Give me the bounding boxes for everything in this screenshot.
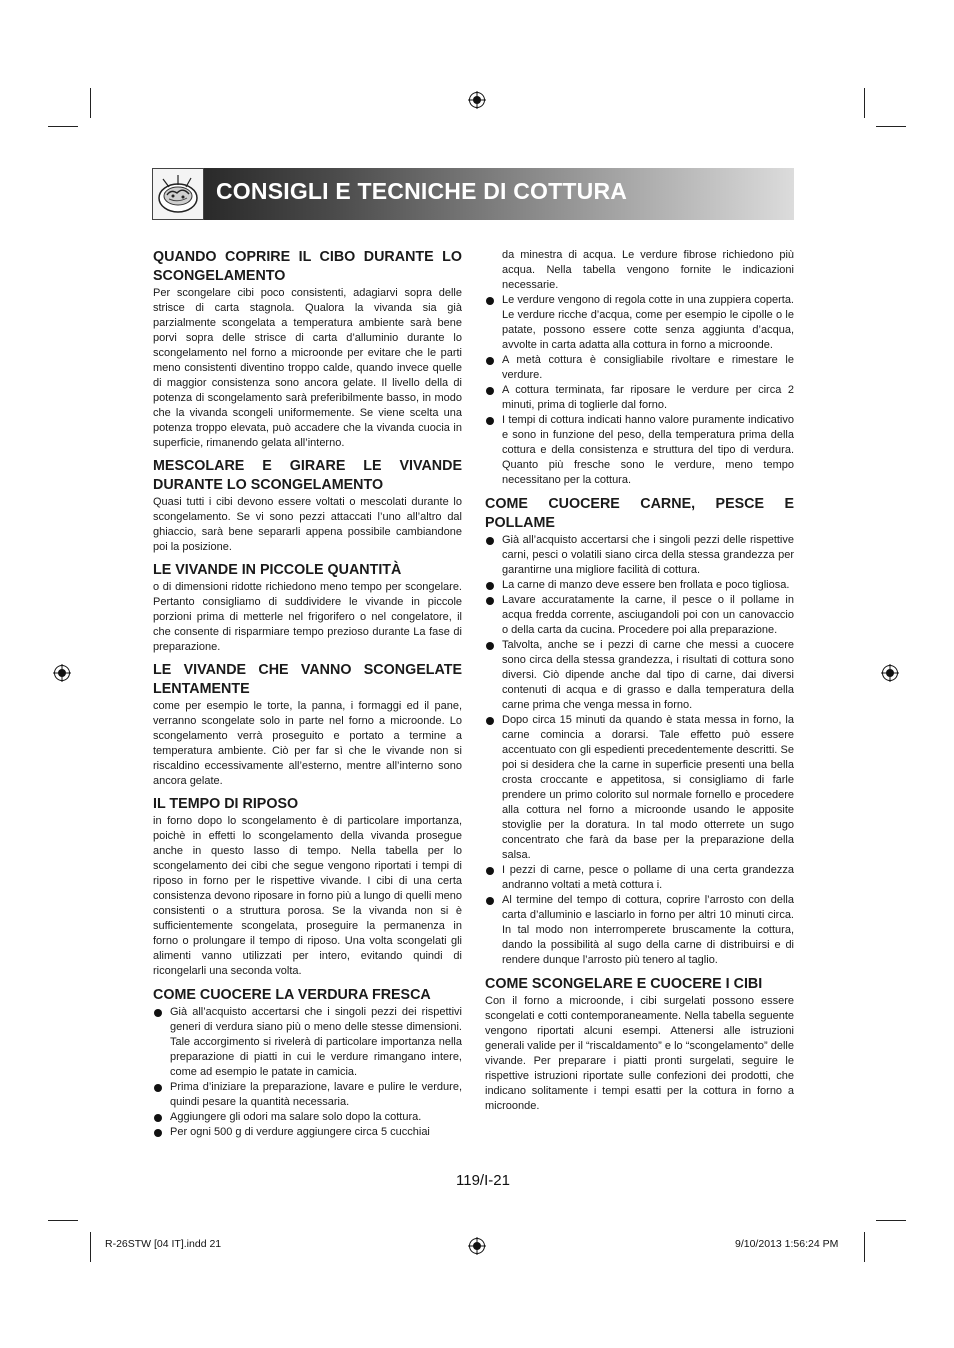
crop-mark: [876, 1220, 906, 1221]
section-heading: LE VIVANDE IN PICCOLE QUANTITÀ: [153, 562, 402, 578]
list-item: Lavare accuratamente la carne, il pesce o il pollame in acqua fredda corrente, asciugandoli poi con un canovaccio o della carta da cucina. Procedere poi alla preparazione.: [485, 593, 794, 638]
crop-mark: [876, 126, 906, 127]
bullet-icon: [486, 867, 494, 875]
crop-mark: [864, 88, 865, 118]
section-text: o di dimensioni ridotte richiedono meno tempo per scongelare. Pertanto consigliamo di suddividere le vivande in piccole porzioni prima di metterle nel frigorifero o nel congelatore, il che consente di risparmiare tempo prezioso durante La fase di preparazione.: [153, 581, 462, 653]
section-text: Quasi tutti i cibi devono essere voltati o mescolati durante lo scongelamento. Se vi sono pezzi attaccati l’uno all’altro dal ghiaccio, sarà bene separarli appena possibile cambiandone poi la posizione.: [153, 496, 462, 553]
bullet-icon: [154, 1009, 162, 1017]
list-item-continuation: da minestra di acqua. Le verdure fibrose richiedono più acqua. Nella tabella vengono fornite le indicazioni necessarie.: [502, 249, 794, 291]
bullet-list: [485, 533, 794, 968]
bullet-icon: [154, 1084, 162, 1092]
bullet-icon: [486, 387, 494, 395]
list-item: La carne di manzo deve essere ben frollata e poco tigliosa.: [485, 578, 794, 593]
section-heading: QUANDO COPRIRE IL CIBO DURANTE LO SCONGELAMENTO: [153, 249, 462, 284]
registration-mark-icon: [881, 664, 899, 682]
list-item: Al termine del tempo di cottura, coprire l’arrosto con della carta d’alluminio e lasciarlo in forno per altri 10 minuti circa. In tal modo non interromperete bruscamente la cottura, dando la possibilità al sugo della carne di distribuirsi e di rendere dunque l’arrosto più tenero al taglio.: [485, 893, 794, 968]
crop-mark: [864, 1232, 865, 1262]
crop-mark: [90, 1232, 91, 1262]
list-item: A metà cottura è consigliabile rivoltare e rimestare le verdure.: [485, 353, 794, 383]
section-heading: MESCOLARE E GIRARE LE VIVANDE DURANTE LO SCONGELAMENTO: [153, 458, 462, 493]
registration-mark-icon: [468, 1237, 486, 1255]
crop-mark: [48, 126, 78, 127]
bullet-icon: [486, 537, 494, 545]
bullet-icon: [486, 357, 494, 365]
crop-mark: [48, 1220, 78, 1221]
bullet-icon: [486, 417, 494, 425]
list-item: Prima d’iniziare la preparazione, lavare e pulire le verdure, quindi pesare la quantità necessaria.: [153, 1080, 462, 1110]
section-text: Per scongelare cibi poco consistenti, adagiarvi sopra delle strisce di carta stagnola. Qualora la vivanda sia già parzialmente scongelata a temperatura ambiente sarà bene porvi sopra delle strisce di carta d’alluminio durante lo scongelamento nel forno a microonde per evitare che le parti meno consistenti diventino troppo calde, quando invece quelle di maggior consistenza sono ancora gelate. Il livello della di potenza di scongelamento sarà preferibilmente basso, in modo che la vivanda scongeli uniformemente. Se viene scelta una potenza troppo elevata, può accadere che la vivanda cuocia in superficie, rimanendo gelata all’interno.: [153, 287, 462, 449]
list-item: Le verdure vengono di regola cotte in una zuppiera coperta. Le verdure ricche d’acqua, come per esempio le cipolle o le patate, possono essere cotte senza aggiunta d’acqua, avvolte in carta adatta alla cottura in forno a microonde.: [485, 293, 794, 353]
list-item: A cottura terminata, far riposare le verdure per circa 2 minuti, prima di toglierle dal forno.: [485, 383, 794, 413]
footer-file-name: R-26STW [04 IT].indd 21: [105, 1238, 222, 1250]
registration-mark-icon: [468, 91, 486, 109]
list-item: I tempi di cottura indicati hanno valore puramente indicativo e sono in funzione del peso, della temperatura prima della cottura e della consistenza e struttura del tipo di verdura. Quanto più fresche sono le verdure, meno tempo necessitano per la cottura.: [485, 413, 794, 488]
bullet-icon: [486, 582, 494, 590]
footer-timestamp: 9/10/2013 1:56:24 PM: [735, 1238, 839, 1250]
list-item: Aggiungere gli odori ma salare solo dopo la cottura.: [153, 1110, 462, 1125]
section-heading: COME SCONGELARE E CUOCERE I CIBI: [485, 976, 763, 992]
bullet-icon: [486, 597, 494, 605]
page-title: CONSIGLI E TECNICHE DI COTTURA: [216, 178, 628, 204]
right-column: [485, 248, 794, 1114]
list-item: I pezzi di carne, pesce o pollame di una certa grandezza andranno voltati a metà cottura i.: [485, 863, 794, 893]
section-text: come per esempio le torte, la panna, i formaggi ed il pane, verranno scongelate solo in parte nel forno a microonde. Lo scongelamento verrà proseguito e portato a termine a temperatura ambiente. Ciò per far sì che le vivande non si riscaldino eccessivamente all’esterno, mentre all’interno sono ancora gelate.: [153, 700, 462, 787]
registration-mark-icon: [53, 664, 71, 682]
list-item: Per ogni 500 g di verdure aggiungere circa 5 cucchiai: [153, 1125, 462, 1140]
list-item: Già all’acquisto accertarsi che i singoli pezzi dei rispettivi generi di verdura siano più o meno delle stesse dimensioni. Tale accorgimento si rivelerà di particolare importanza nella preparazione di piatti in cui le verdure rimangano intere, come ad esempio le patate in camicia.: [153, 1005, 462, 1080]
bullet-list: [153, 1005, 462, 1140]
bullet-icon: [486, 717, 494, 725]
bullet-icon: [486, 297, 494, 305]
list-item: Talvolta, anche se i pezzi di carne che messi a cuocere sono circa della stessa grandezza, i risultati di cottura sono diversi. Ciò dipende anche dal tipo di carne, dai diversi contenuti di acqua e di grasso e dalla temperatura della carne prima che venga messa in forno.: [485, 638, 794, 713]
section-heading: COME CUOCERE LA VERDURA FRESCA: [153, 987, 431, 1003]
left-column: [153, 248, 462, 1140]
section-heading: COME CUOCERE CARNE, PESCE E POLLAME: [485, 496, 794, 531]
bullet-icon: [154, 1114, 162, 1122]
bullet-icon: [486, 642, 494, 650]
bullet-icon: [154, 1129, 162, 1137]
section-text: Con il forno a microonde, i cibi surgelati possono essere scongelati e cotti contemporaneamente. Nella tabella seguente vengono riportati alcuni esempi. Attenersi alle istruzioni generali valide per il “riscaldamento” e lo “scongelamento” delle vivande. Per preparare i piatti pronti surgelati, seguire le rispettive istruzioni riportate sulle confezioni dei prodotti, che indicano solitamente i tempi esatti per la cottura in forno a microonde.: [485, 995, 794, 1112]
crop-mark: [90, 88, 91, 118]
bullet-list: [485, 248, 794, 488]
section-heading: IL TEMPO DI RIPOSO: [153, 796, 299, 812]
page-number: 119/I-21: [456, 1172, 510, 1189]
list-item: Già all’acquisto accertarsi che i singoli pezzi delle rispettive carni, pesci o volatili siano circa della stessa grandezza per garantirne una migliore facilità di cottura.: [485, 533, 794, 578]
list-item: Dopo circa 15 minuti da quando è stata messa in forno, la carne comincia a dorarsi. Tale effetto può essere accentuato con gli espedienti precedentemente descritti. Se poi si desidera che la carne in superficie presenti una bella crosta croccante e appetitosa, si consigliamo di farle prendere un primo colorito sul normale fornello e procedere alla cottura nel forno a microonde usando le apposite stoviglie per la doratura. In tal modo otterrete un sugo concentrato che farà da base per la preparazione della salsa.: [485, 713, 794, 863]
section-heading: LE VIVANDE CHE VANNO SCONGELATE LENTAMENTE: [153, 662, 462, 697]
cooked-dish-icon: [152, 168, 204, 220]
section-text: in forno dopo lo scongelamento è di particolare importanza, poichè in effetti lo scongelamento della vivanda prosegue anche in questo lasso di tempo. Nella tabella per lo scongelamento dei cibi che segue vengono riportati i tempi di riposo in forno per le rispettive vivande. I cibi di una certa consistenza devono riposare in forno più a lungo di quelli meno consistenti o a struttura porosa. Se la vivanda non si è sufficientemente scongelata, proseguire la permanenza in forno o prolungare il tempo di riposo. Una volta scongelati gli alimenti vanno utilizzati per intero, evitando quindi di ricongelarli una seconda volta.: [153, 815, 462, 977]
bullet-icon: [486, 897, 494, 905]
